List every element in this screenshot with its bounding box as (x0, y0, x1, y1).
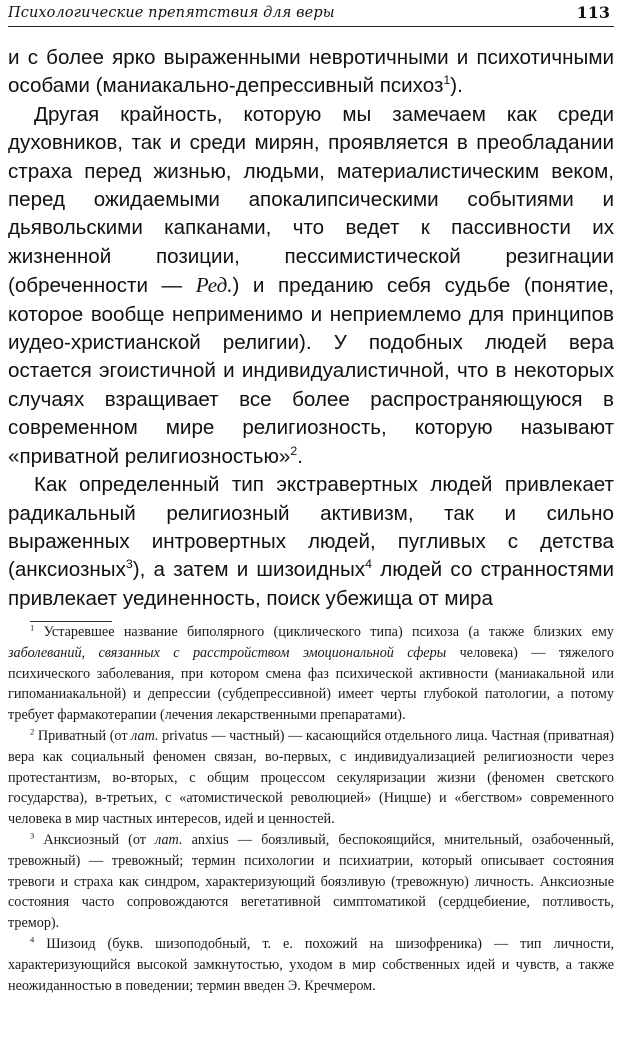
paragraph-3-text-cont: ), а затем и шизоидных (132, 558, 366, 582)
footnote-4 (8, 934, 614, 996)
footnote-4-number: 4 (30, 934, 35, 945)
footnote-3-text: Анксиозный (от (34, 831, 156, 848)
paragraph-1-text: и с более ярко выраженными невротичными и психотичными особами (маниакально-депрессивный психоз (8, 46, 614, 98)
footnote-ref-3: 3 (125, 557, 133, 572)
footnote-1 (8, 622, 614, 726)
footnote-3-italic: лат. (155, 831, 183, 848)
main-text (8, 44, 614, 613)
paragraph-3 (8, 471, 614, 613)
paragraph-2-tail: . (297, 444, 303, 468)
footnote-2-text-cont: privatus — частный) — касающийся отдельного лица. Частная (приватная) вера как социальный феномен связан, во-первых, с индивидуализацией религиозности через протестантизм, во-вторых, с общим процессом секуляризации жизни (феномен светского государства), в-третьих, с «атомистической революцией» (Ницше) и «бегством» современного человека в мир частных интересов, идей и ценностей. (8, 727, 614, 828)
paragraph-3-tail: людей со странностями привлекает уединенность, поиск убежища от мира (8, 558, 614, 610)
paragraph-3-text: Как определенный тип экстравертных людей привлекает радикальный религиозный активизм, так и сильно выраженных интровертных людей, пугливых с детства (анксиозных (8, 473, 614, 582)
page-number: 113 (576, 3, 610, 22)
footnote-ref-1: 1 (443, 73, 451, 88)
footnote-3 (8, 830, 614, 934)
paragraph-1 (8, 44, 614, 101)
editor-note: Ред. (195, 273, 233, 298)
footnote-3-number: 3 (30, 830, 35, 841)
footnote-2 (8, 726, 614, 830)
footnote-1-text: Устаревшее название биполярного (циклического типа) психоза (а также близких ему (34, 624, 614, 640)
footnote-3-text-cont: anxius — боязливый, беспокоящийся, мнительный, озабоченный, тревожный) — тревожный; термин психологии и психиатрии, который описывает состояния тревоги и страха как синдром, характеризующий боязливую (тревожную) личность. Анксиозные состояния часто сопровождаются вегетативной симптоматикой (сердцебиение, потливость, тремор). (8, 831, 614, 932)
paragraph-2-text: Другая крайность, которую мы замечаем как среди духовников, так и среди мирян, проявляется в преобладании страха перед жизнью, людьми, материалистическим веком, перед ожидаемыми апокалипсическими событиями и дьявольскими капканами, что ведет к пассивности их жизненной позиции, пессимистической резигнации (обреченности — (8, 102, 614, 298)
running-head (8, 2, 614, 27)
footnote-1-italic: заболеваний, связанных с расстройством эмоциональной сферы (8, 644, 447, 661)
paragraph-2 (8, 101, 614, 471)
footnote-2-text: Приватный (от (34, 727, 132, 744)
footnote-ref-2: 2 (290, 443, 298, 458)
footnote-4-text: Шизоид (букв. шизоподобный, т. е. похожий на шизофреника) — тип личности, характеризующийся высокой замкнутостью, уходом в мир собственных идей и чувств, а также неожиданностью в поведении; термин введен Э. Кречмером. (8, 935, 614, 994)
footnote-ref-4: 4 (365, 557, 372, 572)
footnote-2-italic: лат. (131, 727, 159, 744)
footnote-1-number: 1 (30, 622, 35, 633)
running-head-title: Психологические препятствия для веры (8, 5, 335, 21)
footnotes (8, 622, 614, 996)
paragraph-1-tail: ). (450, 74, 463, 98)
paragraph-2-text-cont: ) и преданию себя судьбе (понятие, которое вообще неприменимо и неприемлемо для принципов иудео-христианской религии). У подобных людей вера остается эгоистичной и индивидуалистичной, что в некоторых случаях взращивает все более распространяющуюся в современном мире религиозность, которую называют «приватной религиозностью» (8, 274, 614, 468)
footnote-1-text-cont: человека) — тяжелого психического заболевания, при котором смена фаз психической активности (маниакальной или гипоманиакальной) и депрессии (субдепрессивной) имеет черты глубокой патологии, а потому требует фармакотерапии (лечения лекарственными препаратами). (8, 644, 614, 724)
footnote-2-number: 2 (30, 726, 35, 737)
